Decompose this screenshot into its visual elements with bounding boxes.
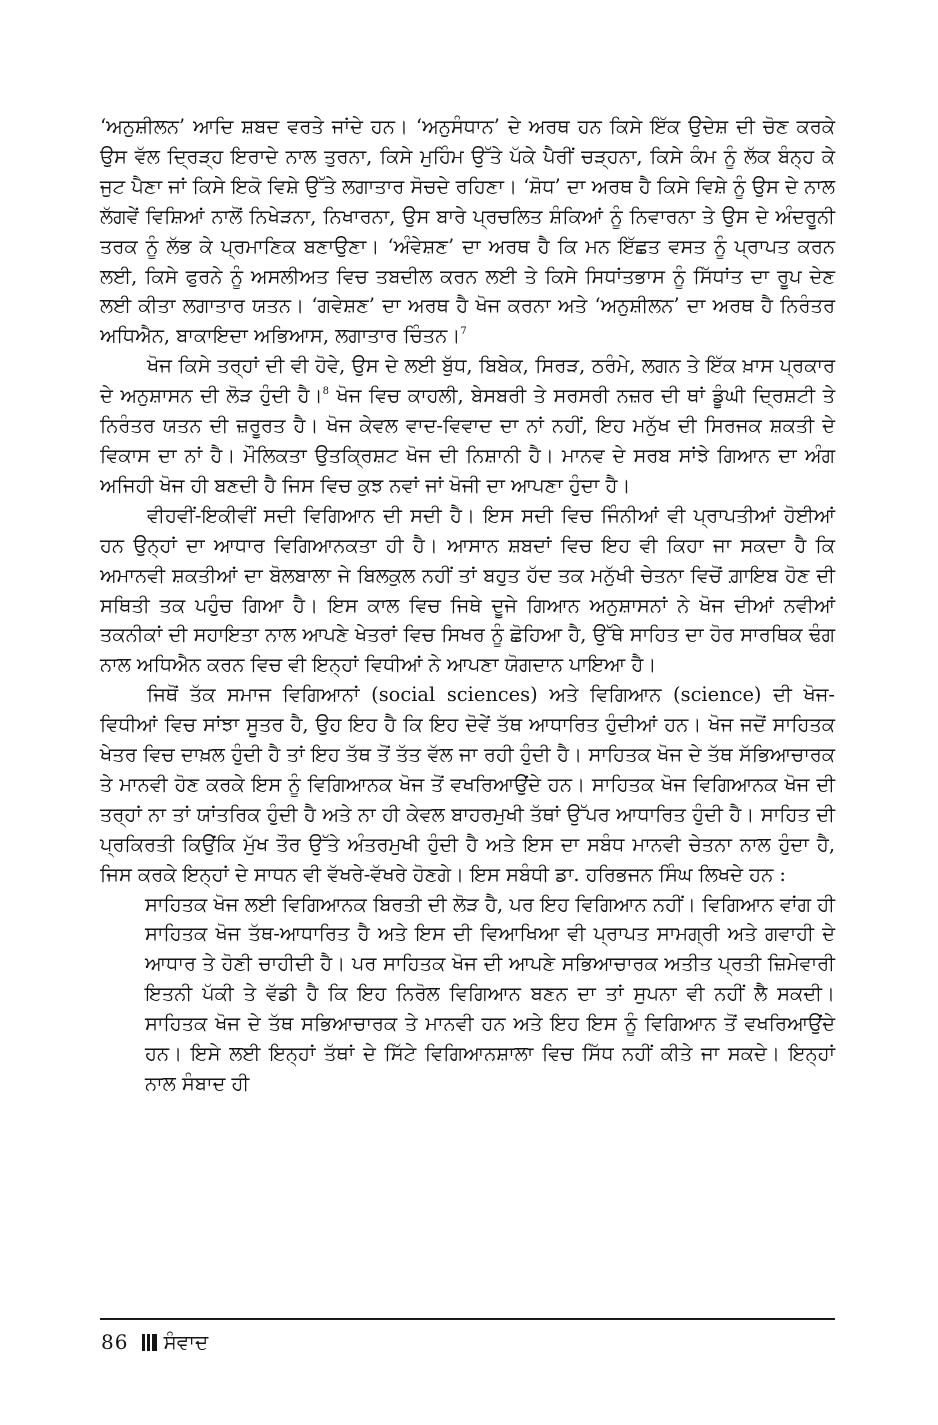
- paragraph-4: ਜਿਥੋਂ ਤੱਕ ਸਮਾਜ ਵਿਗਿਆਨਾਂ (social sciences) ਅਤੇ ਵਿਗਿਆਨ (science) ਦੀ ਖੋਜ-ਵਿਧੀਆਂ ਵਿਚ ਸਾਂਝਾ ਸੂਤਰ ਹੈ, ਉਹ ਇਹ ਹੈ ਕਿ ਇਹ ਦੋਵੇਂ ਤੱਥ ਆਧਾਰਿਤ ਹੁੰਦੀਆਂ ਹਨ। ਖੋਜ ਜਦੋਂ ਸਾਹਿਤਕ ਖੇਤਰ ਵਿਚ ਦਾਖ਼ਲ ਹੁੰਦੀ ਹੈ ਤਾਂ ਇਹ ਤੱਥ ਤੋਂ ਤੱਤ ਵੱਲ ਜਾ ਰਹੀ ਹੁੰਦੀ ਹੈ। ਸਾਹਿਤਕ ਖੋਜ ਦੇ ਤੱਥ ਸੱਭਿਆਚਾਰਕ ਤੇ ਮਾਨਵੀ ਹੋਣ ਕਰਕੇ ਇਸ ਨੂੰ ਵਿਗਿਆਨਕ ਖੋਜ ਤੋਂ ਵਖਰਿਆਉਂਦੇ ਹਨ। ਸਾਹਿਤਕ ਖੋਜ ਵਿਗਿਆਨਕ ਖੋਜ ਦੀ ਤਰ੍ਹਾਂ ਨਾ ਤਾਂ ਯਾਂਤਰਿਕ ਹੁੰਦੀ ਹੈ ਅਤੇ ਨਾ ਹੀ ਕੇਵਲ ਬਾਹਰਮੁਖੀ ਤੱਥਾਂ ਉੱਪਰ ਆਧਾਰਿਤ ਹੁੰਦੀ ਹੈ। ਸਾਹਿਤ ਦੀ ਪ੍ਰਕਿਰਤੀ ਕਿਉਂਕਿ ਮੁੱਖ ਤੌਰ ਉੱਤੇ ਅੰਤਰਮੁਖੀ ਹੁੰਦੀ ਹੈ ਅਤੇ ਇਸ ਦਾ ਸਬੰਧ ਮਾਨਵੀ ਚੇਤਨਾ ਨਾਲ ਹੁੰਦਾ ਹੈ, ਜਿਸ ਕਰਕੇ ਇਨ੍ਹਾਂ ਦੇ ਸਾਧਨ ਵੀ ਵੱਖਰੇ-ਵੱਖਰੇ ਹੋਣਗੇ। ਇਸ ਸਬੰਧੀ ਡਾ. ਹਰਿਭਜਨ ਸਿੰਘ ਲਿਖਦੇ ਹਨ :: [100, 683, 835, 886]
- paragraph-1: [100, 112, 835, 351]
- footer-divider: [100, 1318, 835, 1320]
- bars-ornament-icon: [142, 1334, 157, 1351]
- footnote-ref-7: 7: [460, 326, 467, 338]
- paragraph-2: [100, 351, 835, 501]
- paragraph-3: ਵੀਹਵੀਂ-ਇਕੀਵੀਂ ਸਦੀ ਵਿਗਿਆਨ ਦੀ ਸਦੀ ਹੈ। ਇਸ ਸਦੀ ਵਿਚ ਜਿੰਨੀਆਂ ਵੀ ਪ੍ਰਾਪਤੀਆਂ ਹੋਈਆਂ ਹਨ ਉਨ੍ਹਾਂ ਦਾ ਆਧਾਰ ਵਿਗਿਆਨਕਤਾ ਹੀ ਹੈ। ਆਸਾਨ ਸ਼ਬਦਾਂ ਵਿਚ ਇਹ ਵੀ ਕਿਹਾ ਜਾ ਸਕਦਾ ਹੈ ਕਿ ਅਮਾਨਵੀ ਸ਼ਕਤੀਆਂ ਦਾ ਬੋਲਬਾਲਾ ਜੇ ਬਿਲਕੁਲ ਨਹੀਂ ਤਾਂ ਬਹੁਤ ਹੱਦ ਤਕ ਮਨੁੱਖੀ ਚੇਤਨਾ ਵਿਚੋਂ ਗ਼ਾਇਬ ਹੋਣ ਦੀ ਸਥਿਤੀ ਤਕ ਪਹੁੰਚ ਗਿਆ ਹੈ। ਇਸ ਕਾਲ ਵਿਚ ਜਿਥੇ ਦੂਜੇ ਗਿਆਨ ਅਨੁਸ਼ਾਸਨਾਂ ਨੇ ਖੋਜ ਦੀਆਂ ਨਵੀਆਂ ਤਕਨੀਕਾਂ ਦੀ ਸਹਾਇਤਾ ਨਾਲ ਆਪਣੇ ਖੇਤਰਾਂ ਵਿਚ ਸਿਖਰ ਨੂੰ ਛੋਹਿਆ ਹੈ, ਉੱਥੇ ਸਾਹਿਤ ਦਾ ਹੋਰ ਸਾਰਥਿਕ ਢੰਗ ਨਾਲ ਅਧਿਐਨ ਕਰਨ ਵਿਚ ਵੀ ਇਨ੍ਹਾਂ ਵਿਧੀਆਂ ਨੇ ਆਪਣਾ ਯੋਗਦਾਨ ਪਾਇਆ ਹੈ।: [100, 503, 835, 677]
- running-title: ਸੰਵਾਦ: [163, 1330, 209, 1354]
- paragraph-1-text: ‘ਅਨੁਸ਼ੀਲਨ’ ਆਦਿ ਸ਼ਬਦ ਵਰਤੇ ਜਾਂਦੇ ਹਨ। ‘ਅਨੁਸੰਧਾਨ’ ਦੇ ਅਰਥ ਹਨ ਕਿਸੇ ਇੱਕ ਉਦੇਸ਼ ਦੀ ਚੋਣ ਕਰਕੇ ਉਸ ਵੱਲ ਦ੍ਰਿੜ੍ਹ ਇਰਾਦੇ ਨਾਲ ਤੁਰਨਾ, ਕਿਸੇ ਮੁਹਿੰਮ ਉੱਤੇ ਪੱਕੇ ਪੈਰੀਂ ਚੜ੍ਹਨਾ, ਕਿਸੇ ਕੰਮ ਨੂੰ ਲੱਕ ਬੰਨ੍ਹ ਕੇ ਜੁਟ ਪੈਣਾ ਜਾਂ ਕਿਸੇ ਇਕੋ ਵਿਸ਼ੇ ਉੱਤੇ ਲਗਾਤਾਰ ਸੋਚਦੇ ਰਹਿਣਾ। ‘ਸ਼ੋਧ’ ਦਾ ਅਰਥ ਹੈ ਕਿਸੇ ਵਿਸ਼ੇ ਨੂੰ ਉਸ ਦੇ ਨਾਲ ਲੱਗਵੇਂ ਵਿਸ਼ਿਆਂ ਨਾਲੋਂ ਨਿਖੇੜਨਾ, ਨਿਖਾਰਨਾ, ਉਸ ਬਾਰੇ ਪ੍ਰਚਲਿਤ ਸ਼ੰਕਿਆਂ ਨੂੰ ਨਿਵਾਰਨਾ ਤੇ ਉਸ ਦੇ ਅੰਦਰੂਨੀ ਤਰਕ ਨੂੰ ਲੱਭ ਕੇ ਪ੍ਰਮਾਣਿਕ ਬਣਾਉਣਾ। ‘ਅੰਵੇਸ਼ਣ’ ਦਾ ਅਰਥ ਹੈ ਕਿ ਮਨ ਇੱਛਤ ਵਸਤ ਨੂੰ ਪ੍ਰਾਪਤ ਕਰਨ ਲਈ, ਕਿਸੇ ਫੁਰਨੇ ਨੂੰ ਅਸਲੀਅਤ ਵਿਚ ਤਬਦੀਲ ਕਰਨ ਲਈ ਤੇ ਕਿਸੇ ਸਿਧਾਂਤਭਾਸ ਨੂੰ ਸਿੱਧਾਂਤ ਦਾ ਰੂਪ ਦੇਣ ਲਈ ਕੀਤਾ ਲਗਾਤਾਰ ਯਤਨ। ‘ਗਵੇਸ਼ਣ’ ਦਾ ਅਰਥ ਹੈ ਖੋਜ ਕਰਨਾ ਅਤੇ ‘ਅਨੁਸ਼ੀਲਨ’ ਦਾ ਅਰਥ ਹੈ ਨਿਰੰਤਰ ਅਧਿਐਨ, ਬਾਕਾਇਦਾ ਅਭਿਆਸ, ਲਗਾਤਾਰ ਚਿੰਤਨ।: [100, 115, 835, 348]
- paragraph-2-text-a: ਖੋਜ ਕਿਸੇ ਤਰ੍ਹਾਂ ਦੀ ਵੀ ਹੋਵੇ, ਉਸ ਦੇ ਲਈ ਬੁੱਧ, ਬਿਬੇਕ, ਸਿਰੜ, ਠਰੰਮੇ, ਲਗਨ ਤੇ ਇੱਕ ਖ਼ਾਸ ਪ੍ਰਕਾਰ ਦੇ ਅਨੁਸ਼ਾਸਨ ਦੀ ਲੋੜ ਹੁੰਦੀ ਹੈ।: [100, 354, 835, 408]
- paragraph-2-text-b: ਖੋਜ ਵਿਚ ਕਾਹਲੀ, ਬੇਸਬਰੀ ਤੇ ਸਰਸਰੀ ਨਜ਼ਰ ਦੀ ਥਾਂ ਡੂੰਘੀ ਦ੍ਰਿਸ਼ਟੀ ਤੇ ਨਿਰੰਤਰ ਯਤਨ ਦੀ ਜ਼ਰੂਰਤ ਹੈ। ਖੋਜ ਕੇਵਲ ਵਾਦ-ਵਿਵਾਦ ਦਾ ਨਾਂ ਨਹੀਂ, ਇਹ ਮਨੁੱਖ ਦੀ ਸਿਰਜਕ ਸ਼ਕਤੀ ਦੇ ਵਿਕਾਸ ਦਾ ਨਾਂ ਹੈ। ਮੌਲਿਕਤਾ ਉਤਕ੍ਰਿਸ਼ਟ ਖੋਜ ਦੀ ਨਿਸ਼ਾਨੀ ਹੈ। ਮਾਨਵ ਦੇ ਸਰਬ ਸਾਂਝੇ ਗਿਆਨ ਦਾ ਅੰਗ ਅਜਿਹੀ ਖੋਜ ਹੀ ਬਣਦੀ ਹੈ ਜਿਸ ਵਿਚ ਕੁਝ ਨਵਾਂ ਜਾਂ ਖੋਜੀ ਦਾ ਆਪਣਾ ਹੁੰਦਾ ਹੈ।: [100, 384, 836, 497]
- page-number: 86: [101, 1330, 129, 1354]
- page-footer: [101, 1325, 208, 1359]
- block-quote: ਸਾਹਿਤਕ ਖੋਜ ਲਈ ਵਿਗਿਆਨਕ ਬਿਰਤੀ ਦੀ ਲੋੜ ਹੈ, ਪਰ ਇਹ ਵਿਗਿਆਨ ਨਹੀਂ। ਵਿਗਿਆਨ ਵਾਂਗ ਹੀ ਸਾਹਿਤਕ ਖੋਜ ਤੱਥ-ਆਧਾਰਿਤ ਹੈ ਅਤੇ ਇਸ ਦੀ ਵਿਆਖਿਆ ਵੀ ਪ੍ਰਾਪਤ ਸਾਮਗ੍ਰੀ ਅਤੇ ਗਵਾਹੀ ਦੇ ਆਧਾਰ ਤੇ ਹੋਣੀ ਚਾਹੀਦੀ ਹੈ। ਪਰ ਸਾਹਿਤਕ ਖੋਜ ਦੀ ਆਪਣੇ ਸਭਿਆਚਾਰਕ ਅਤੀਤ ਪ੍ਰਤੀ ਜ਼ਿਮੇਵਾਰੀ ਇਤਨੀ ਪੱਕੀ ਤੇ ਵੱਡੀ ਹੈ ਕਿ ਇਹ ਨਿਰੋਲ ਵਿਗਿਆਨ ਬਣਨ ਦਾ ਤਾਂ ਸੁਪਨਾ ਵੀ ਨਹੀਂ ਲੈ ਸਕਦੀ। ਸਾਹਿਤਕ ਖੋਜ ਦੇ ਤੱਥ ਸਭਿਆਚਾਰਕ ਤੇ ਮਾਨਵੀ ਹਨ ਅਤੇ ਇਹ ਇਸ ਨੂੰ ਵਿਗਿਆਨ ਤੋਂ ਵਖਰਿਆਉਂਦੇ ਹਨ। ਇਸੇ ਲਈ ਇਨ੍ਹਾਂ ਤੱਥਾਂ ਦੇ ਸਿੱਟੇ ਵਿਗਿਆਨਸ਼ਾਲਾ ਵਿਚ ਸਿੱਧ ਨਹੀਂ ਕੀਤੇ ਜਾ ਸਕਦੇ। ਇਨ੍ਹਾਂ ਨਾਲ ਸੰਬਾਦ ਹੀ: [145, 892, 835, 1095]
- page-body: [100, 112, 835, 1099]
- footnote-ref-8: 8: [322, 386, 329, 398]
